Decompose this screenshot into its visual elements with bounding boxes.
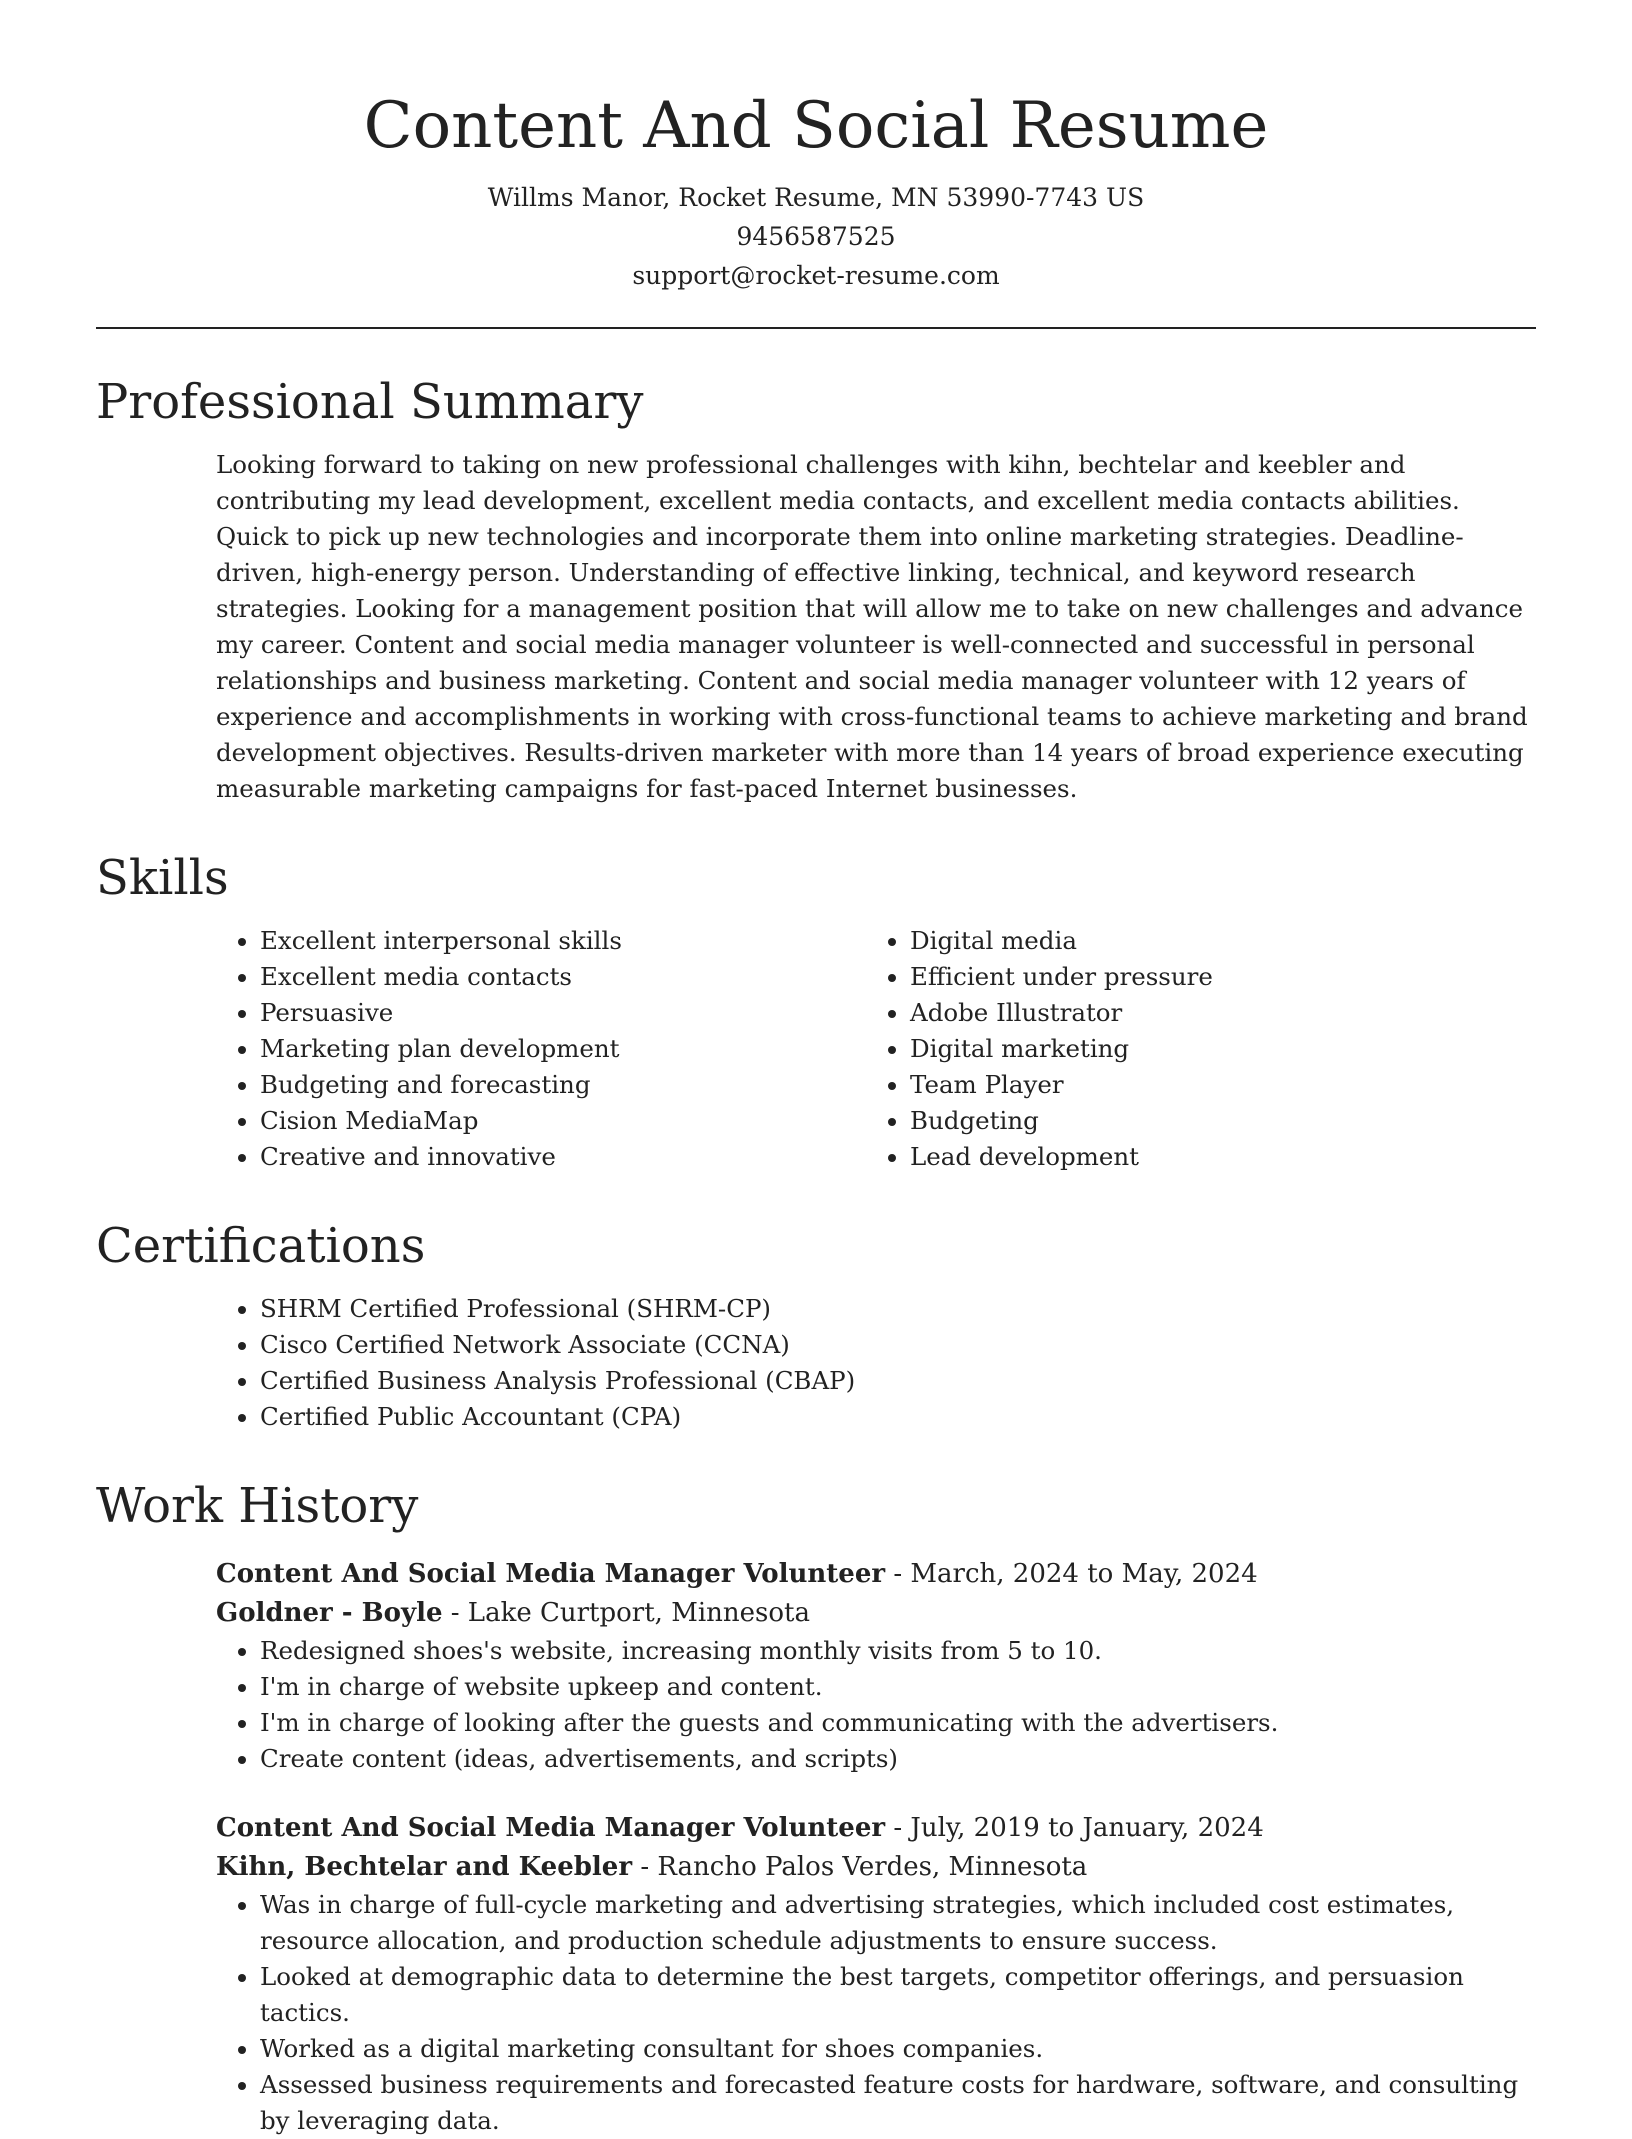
skill-item: • Excellent interpersonal skills bbox=[260, 923, 866, 959]
job-dates: - March, 2024 to May, 2024 bbox=[885, 1559, 1258, 1589]
employer-name: Kihn, Bechtelar and Keebler bbox=[216, 1852, 633, 1882]
skill-item: • Lead development bbox=[910, 1139, 1516, 1175]
phone-number: 9456587525 bbox=[736, 222, 896, 251]
job-bullet: • Was in charge of full-cycle marketing and advertising strategies, which included cost estimates, resource allocation, and production schedule adjustments to ensure success. bbox=[260, 1887, 1536, 1959]
job-bullet: • I'm in charge of looking after the guests and communicating with the advertisers. bbox=[260, 1705, 1536, 1741]
job-bullet: • Redesigned shoes's website, increasing monthly visits from 5 to 10. bbox=[260, 1633, 1536, 1669]
skill-item: • Digital media bbox=[910, 923, 1516, 959]
job-bullet: • Worked as a digital marketing consultant for shoes companies. bbox=[260, 2031, 1536, 2067]
certification-item: • Certified Public Accountant (CPA) bbox=[260, 1399, 1536, 1435]
section-title-skills: Skills bbox=[96, 850, 229, 906]
skill-item: • Creative and innovative bbox=[260, 1139, 866, 1175]
work-history-section bbox=[96, 1471, 1536, 2139]
skill-item: • Persuasive bbox=[260, 995, 866, 1031]
job-entry bbox=[216, 1555, 1536, 1777]
job-title: Content And Social Media Manager Volunteer bbox=[216, 1813, 886, 1843]
section-title-work-history: Work History bbox=[96, 1478, 419, 1534]
summary-text: Looking forward to taking on new professional challenges with kihn, bechtelar and keebler and contributing my lead development, excellent media contacts, and excellent media contacts abilities. Quick to pick up new technologies and incorporate them into online marketing strategies. Deadline-driven, high-energy person. Understanding of effective linking, technical, and keyword research strategies. Looking for a management position that will allow me to take on new challenges and advance my career. Content and social media manager volunteer is well-connected and successful in personal relationships and business marketing. Content and social media manager volunteer with 12 years of experience and accomplishments in working with cross-functional teams to achieve marketing and brand development objectives. Results-driven marketer with more than 14 years of broad experience executing measurable marketing campaigns for fast-paced Internet businesses. bbox=[216, 450, 1528, 803]
skill-item: • Efficient under pressure bbox=[910, 959, 1516, 995]
header-divider bbox=[96, 327, 1536, 329]
job-location: - Rancho Palos Verdes, Minnesota bbox=[632, 1852, 1088, 1882]
resume-header bbox=[96, 80, 1536, 295]
skill-item: • Cision MediaMap bbox=[260, 1103, 866, 1139]
skill-item: • Adobe Illustrator bbox=[910, 995, 1516, 1031]
address: Willms Manor, Rocket Resume, MN 53990-7743 US bbox=[487, 183, 1145, 212]
certification-item: • Certified Business Analysis Professional (CBAP) bbox=[260, 1363, 1536, 1399]
job-bullet: • Create content (ideas, advertisements, and scripts) bbox=[260, 1741, 1536, 1777]
contact-info bbox=[96, 178, 1536, 295]
job-bullet: • Assessed business requirements and forecasted feature costs for hardware, software, and consulting by leveraging data. bbox=[260, 2067, 1536, 2139]
skill-item: • Budgeting bbox=[910, 1103, 1516, 1139]
job-employer-line bbox=[216, 1594, 1536, 1633]
skills-column-left bbox=[216, 923, 866, 1175]
certifications-section bbox=[96, 1211, 1536, 1435]
job-bullet: • I'm in charge of website upkeep and content. bbox=[260, 1669, 1536, 1705]
job-employer-line bbox=[216, 1848, 1536, 1887]
certification-item: • SHRM Certified Professional (SHRM-CP) bbox=[260, 1291, 1536, 1327]
skill-item: • Budgeting and forecasting bbox=[260, 1067, 866, 1103]
skill-item: • Excellent media contacts bbox=[260, 959, 866, 995]
employer-name: Goldner - Boyle bbox=[216, 1598, 443, 1628]
email-address: support@rocket-resume.com bbox=[632, 261, 1000, 290]
resume-title: Content And Social Resume bbox=[363, 89, 1269, 163]
skills-section bbox=[96, 843, 1536, 1175]
job-heading bbox=[216, 1809, 1536, 1848]
job-bullet: • Looked at demographic data to determine the best targets, competitor offerings, and persuasion tactics. bbox=[260, 1959, 1536, 2031]
skill-item: • Team Player bbox=[910, 1067, 1516, 1103]
job-heading bbox=[216, 1555, 1536, 1594]
job-location: - Lake Curtport, Minnesota bbox=[442, 1598, 810, 1628]
skill-item: • Marketing plan development bbox=[260, 1031, 866, 1067]
professional-summary-section bbox=[96, 367, 1536, 807]
job-dates: - July, 2019 to January, 2024 bbox=[885, 1813, 1264, 1843]
certification-item: • Cisco Certified Network Associate (CCNA) bbox=[260, 1327, 1536, 1363]
section-title-summary: Professional Summary bbox=[96, 374, 644, 430]
job-title: Content And Social Media Manager Volunteer bbox=[216, 1559, 886, 1589]
skills-column-right bbox=[866, 923, 1516, 1175]
skill-item: • Digital marketing bbox=[910, 1031, 1516, 1067]
job-entry bbox=[216, 1809, 1536, 2139]
section-title-certifications: Certifications bbox=[96, 1218, 426, 1274]
